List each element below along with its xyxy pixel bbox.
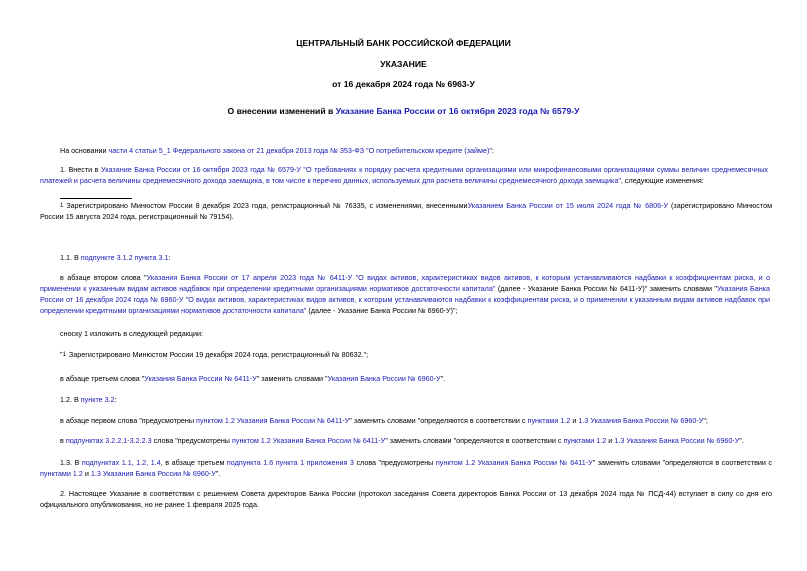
item-1-tail: , следующие изменения:	[620, 176, 704, 185]
item-1-link[interactable]: Указание Банка России от 16 октября 2023 года № 6579-У "О требованиях к порядку расчета кредитными организациями или микрофинансовыми организациями суммы величин среднемесячных платежей и расчета величины среднемесячного дохода заемщика, в том числе к перечню данных, используемых для расчета величины среднемесячного дохода заемщика"	[40, 165, 768, 185]
basis-law-link[interactable]: части 4 статьи 5_1 Федерального закона от 21 декабря 2013 года № 353-ФЗ "О потребительском кредите (займе)"	[108, 146, 492, 155]
p12b-text-3: и	[606, 436, 615, 445]
basis-text: На основании	[60, 146, 109, 155]
subitem-1-2	[60, 395, 117, 404]
document-type-heading: УКАЗАНИЕ	[380, 59, 427, 69]
p12b-text-2: " заменить словами "определяются в соответствии с	[385, 436, 564, 445]
footnote-paragraph	[40, 201, 772, 222]
p13-text-5: ".	[215, 469, 221, 478]
p13-link-4[interactable]: 1.3 Указания Банка России № 6960-У	[90, 469, 216, 478]
p13-text-4: и	[82, 469, 91, 478]
p11d-link-1[interactable]: Указания Банка России № 6411-У	[144, 374, 257, 383]
footnote-link[interactable]: Указанием Банка России от 15 июля 2024 года № 6806-У	[467, 201, 669, 210]
p13-link-1[interactable]: подпункта 1.6 пункта 1 приложения 3	[226, 458, 354, 467]
issuer-heading: ЦЕНТРАЛЬНЫЙ БАНК РОССИЙСКОЙ ФЕДЕРАЦИИ	[296, 38, 511, 48]
p11a-link-1[interactable]: Указания Банка России от 17 апреля 2023 года № 6411-У "О видах активов, характеристиках видов активов, к которым устанавливаются надбавки к коэффициентам риска, и о применении к указанным видам активов надбавок при определении кредитными организациями нормативов достаточности капитала"	[40, 273, 770, 293]
p13-link-0[interactable]: подпунктах 1.1, 1.2, 1.4	[81, 458, 161, 467]
p11a-text-2: (далее - Указание Банка России № 6411-У)" заменить словами "	[495, 284, 717, 293]
p12b-link-0[interactable]: подпунктах 3.2.2.1-3.2.2.3	[65, 436, 152, 445]
p12a-text-3: и	[570, 416, 579, 425]
p12b-text-4: ".	[739, 436, 744, 445]
item-1-paragraph	[40, 164, 768, 186]
footnote-tail: (зарегистрировано Минюстом России 15 августа 2024 года, регистрационный № 79154).	[40, 201, 773, 221]
subitem-1-1-paragraph-a	[40, 272, 770, 316]
subitem-1-2-text: 1.2. В	[60, 395, 81, 404]
footnote-text: Зарегистрировано Минюстом России 8 декабря 2023 года, регистрационный № 76335, с изменениями, внесенными	[66, 201, 468, 210]
p13-text-3: " заменить словами "определяются в соответствии с	[592, 458, 773, 467]
p13-text-2: слова "предусмотрены	[353, 458, 436, 467]
p13-text-0: 1.3. В	[60, 458, 82, 467]
basis-colon: :	[491, 146, 494, 155]
p13-link-2[interactable]: пунктом 1.2 Указания Банка России № 6411-У	[435, 458, 593, 467]
p11a-text-3: (далее - Указание Банка России № 6960-У)";	[306, 306, 458, 315]
p12b-text-0: в	[60, 436, 66, 445]
footnote-marker: 1	[60, 203, 64, 209]
subitem-1-2-paragraph-b	[60, 436, 744, 445]
p11a-text-1: в абзаце втором слова "	[60, 273, 147, 282]
item-1-text: 1. Внести в	[60, 165, 101, 174]
p11c-text: Зарегистрировано Минюстом России 19 декабря 2024 года, регистрационный № 80632.";	[68, 350, 369, 359]
footnote-separator	[60, 198, 132, 199]
document-title	[0, 106, 807, 116]
subitem-1-1	[60, 253, 170, 262]
p12b-link-2[interactable]: пунктами 1.2	[563, 436, 607, 445]
p12a-link-1[interactable]: пунктом 1.2 Указания Банка России № 6411-У	[196, 416, 350, 425]
p12b-text-1: слова "предусмотрены	[151, 436, 232, 445]
p11a-link-2[interactable]: Указания Банка России от 16 декабря 2024 года № 6960-У "О видах активов, характеристиках видов активов, к которым устанавливаются надбавки к коэффициентам риска, и о применении к указанным видам активов надбавок при определении кредитными организациями нормативов достаточности капитала"	[40, 284, 770, 315]
p12a-text-1: в абзаце первом слова "предусмотрены	[60, 416, 197, 425]
p11d-text-2: " заменить словами "	[256, 374, 328, 383]
p12a-link-2[interactable]: пунктами 1.2	[527, 416, 571, 425]
subitem-1-2-paragraph-a	[60, 416, 708, 425]
p13-link-3[interactable]: пунктами 1.2	[40, 469, 83, 478]
basis-paragraph	[60, 146, 494, 155]
subitem-1-1-link[interactable]: подпункте 3.1.2 пункта 3.1	[80, 253, 169, 262]
p12a-link-3[interactable]: 1.3 Указания Банка России № 6960-У	[578, 416, 704, 425]
p12b-link-1[interactable]: пунктом 1.2 Указания Банка России № 6411-У	[231, 436, 386, 445]
title-link[interactable]: Указание Банка России от 16 октября 2023 года № 6579-У	[335, 106, 580, 116]
subitem-1-2-colon: :	[114, 395, 117, 404]
subitem-1-1-paragraph-c	[60, 350, 368, 360]
p11c-marker: 1	[62, 352, 66, 358]
subitem-1-1-paragraph-b: сноску 1 изложить в следующей редакции:	[60, 329, 204, 338]
subitem-1-1-paragraph-d	[60, 374, 445, 383]
p13-text-1: , в абзаце третьем	[160, 458, 227, 467]
p11d-text-3: ".	[440, 374, 446, 383]
p12a-text-2: " заменить словами "определяются в соответствии с	[349, 416, 528, 425]
document-date-heading: от 16 декабря 2024 года № 6963-У	[332, 79, 475, 89]
title-prefix: О внесении изменений в	[227, 106, 336, 116]
p11d-link-2[interactable]: Указания Банка России № 6960-У	[327, 374, 441, 383]
p11d-text-1: в абзаце третьем слова "	[60, 374, 145, 383]
p12b-link-3[interactable]: 1.3 Указания Банка России № 6960-У	[614, 436, 740, 445]
p12a-text-4: ";	[703, 416, 708, 425]
item-2-paragraph	[40, 488, 772, 510]
item-2-text: 2. Настоящее Указание в соответствии с решением Совета директоров Банка России (протокол заседания Совета директоров Банка России от 13 декабря 2024 года № ПСД-44) вступает в силу со дня его официального опубликования, но не ранее 1 февраля 2025 года.	[40, 489, 772, 509]
subitem-1-2-link[interactable]: пункте 3.2	[80, 395, 115, 404]
subitem-1-3-paragraph	[40, 457, 772, 479]
subitem-1-1-text: 1.1. В	[60, 253, 81, 262]
subitem-1-1-colon: :	[168, 253, 171, 262]
p11c-quote: "	[60, 350, 63, 359]
